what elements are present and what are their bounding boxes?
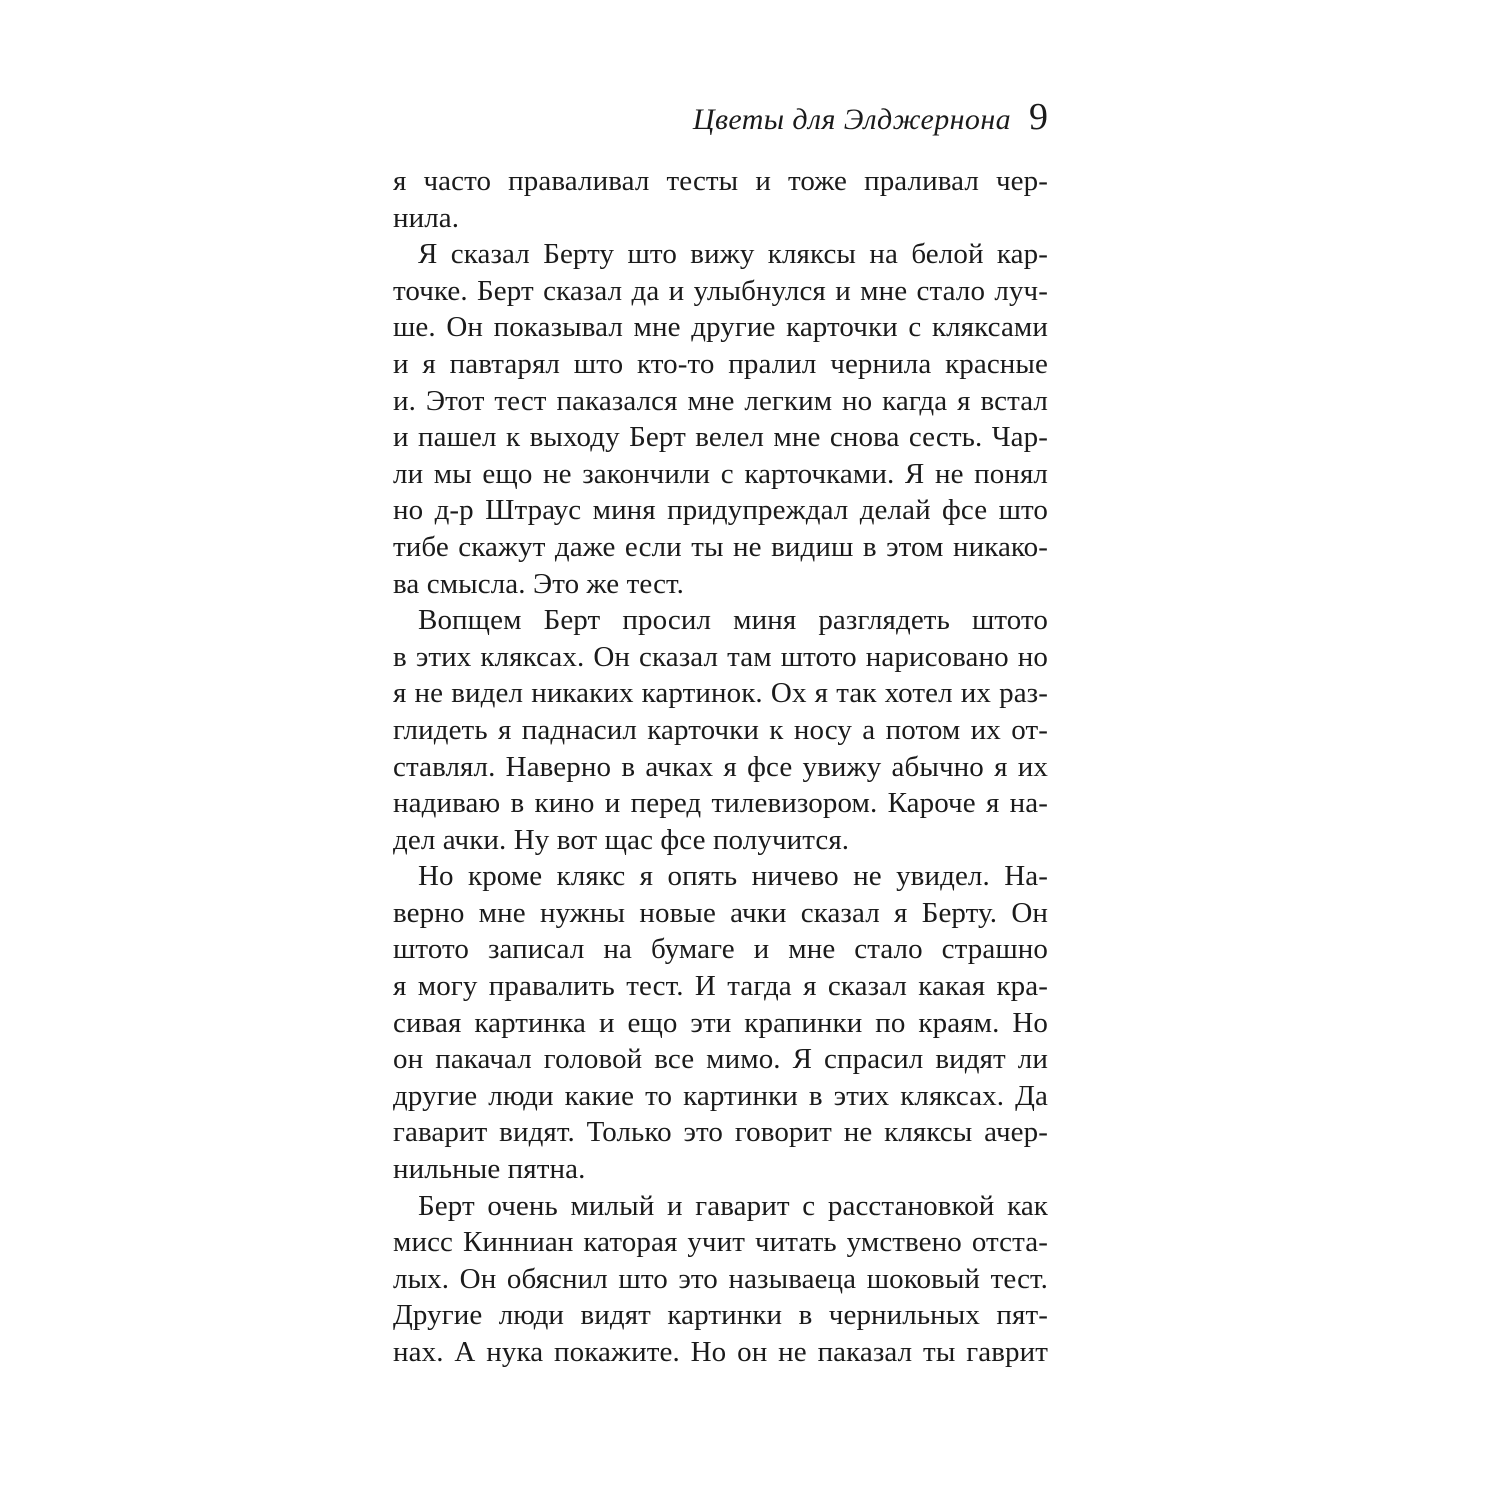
text-line: Другие люди видят картинки в чернильных пят-	[393, 1299, 1048, 1332]
paragraph	[393, 236, 1048, 602]
text-line: ли мы ещо не закончили с карточками. Я не понял	[393, 457, 1048, 490]
text-line: нила.	[393, 201, 460, 234]
text-line: ва смысла. Это же тест.	[393, 567, 684, 600]
text-line: штото записал на бумаге и мне стало страшно	[393, 933, 1048, 966]
text-line: глидеть я паднасил карточки к носу а потом их от-	[393, 713, 1048, 746]
text-line: ше. Он показывал мне другие карточки с кляксами	[393, 311, 1048, 344]
paragraph	[393, 858, 1048, 1187]
text-line: я часто праваливал тесты и тоже праливал чер-	[393, 165, 1048, 197]
body-text	[393, 163, 1048, 1371]
page-number: 9	[1029, 96, 1048, 138]
text-line: я могу правалить тест. И тагда я сказал какая кра-	[393, 970, 1048, 1003]
paragraph	[393, 163, 1048, 236]
text-line: верно мне нужны новые ачки сказал я Берту. Он	[393, 896, 1048, 929]
text-line: Берт очень милый и гаварит с расстановкой как	[418, 1189, 1048, 1222]
text-line: гаварит видят. Только это говорит не кляксы ачер-	[393, 1116, 1048, 1149]
text-column	[393, 98, 1048, 1371]
text-line: и. Этот тест паказался мне легким но кагда я встал	[393, 384, 1048, 417]
running-header	[393, 98, 1048, 138]
text-line: нильные пятна.	[393, 1153, 586, 1186]
text-line: точке. Берт сказал да и улыбнулся и мне стало луч-	[393, 274, 1048, 307]
text-line: лых. Он обяснил што это называеца шоковый тест.	[393, 1262, 1048, 1295]
text-line: я не видел никаких картинок. Ох я так хотел их раз-	[393, 677, 1048, 710]
text-line: он пакачал головой все мимо. Я спрасил видят ли	[393, 1043, 1048, 1076]
paragraph	[393, 602, 1048, 858]
paragraph	[393, 1188, 1048, 1371]
text-line: мисс Кинниан каторая учит читать умствено отста-	[393, 1226, 1048, 1259]
text-line: нах. А нука покажите. Но он не паказал ты гаврит	[393, 1336, 1048, 1368]
text-line: другие люди какие то картинки в этих кляксах. Да	[393, 1079, 1048, 1112]
text-line: надиваю в кино и перед тилевизором. Кароче я на-	[393, 787, 1048, 820]
text-line: и я павтарял што кто-то пралил чернила красные	[393, 347, 1048, 380]
text-line: и пашел к выходу Берт велел мне снова сесть. Чар-	[393, 421, 1048, 454]
text-line: тибе скажут даже если ты не видиш в этом никако-	[393, 530, 1048, 563]
running-header-title: Цветы для Элджернона	[692, 103, 1011, 136]
text-line: сивая картинка и ещо эти крапинки по краям. Но	[393, 1006, 1048, 1039]
text-line: но д-р Штраус миня придупреждал делай фсе што	[393, 494, 1048, 527]
text-line: дел ачки. Ну вот щас фсе получится.	[393, 823, 850, 856]
text-line: в этих кляксах. Он сказал там штото нарисовано но	[393, 640, 1048, 673]
text-line: ставлял. Наверно в ачках я фсе увижу абычно я их	[393, 750, 1048, 783]
text-line: Но кроме клякс я опять ничево не увидел. На-	[418, 860, 1048, 893]
text-line: Я сказал Берту што вижу кляксы на белой кар-	[418, 238, 1048, 271]
text-line: Вопщем Берт просил миня разглядеть штото	[418, 604, 1048, 637]
